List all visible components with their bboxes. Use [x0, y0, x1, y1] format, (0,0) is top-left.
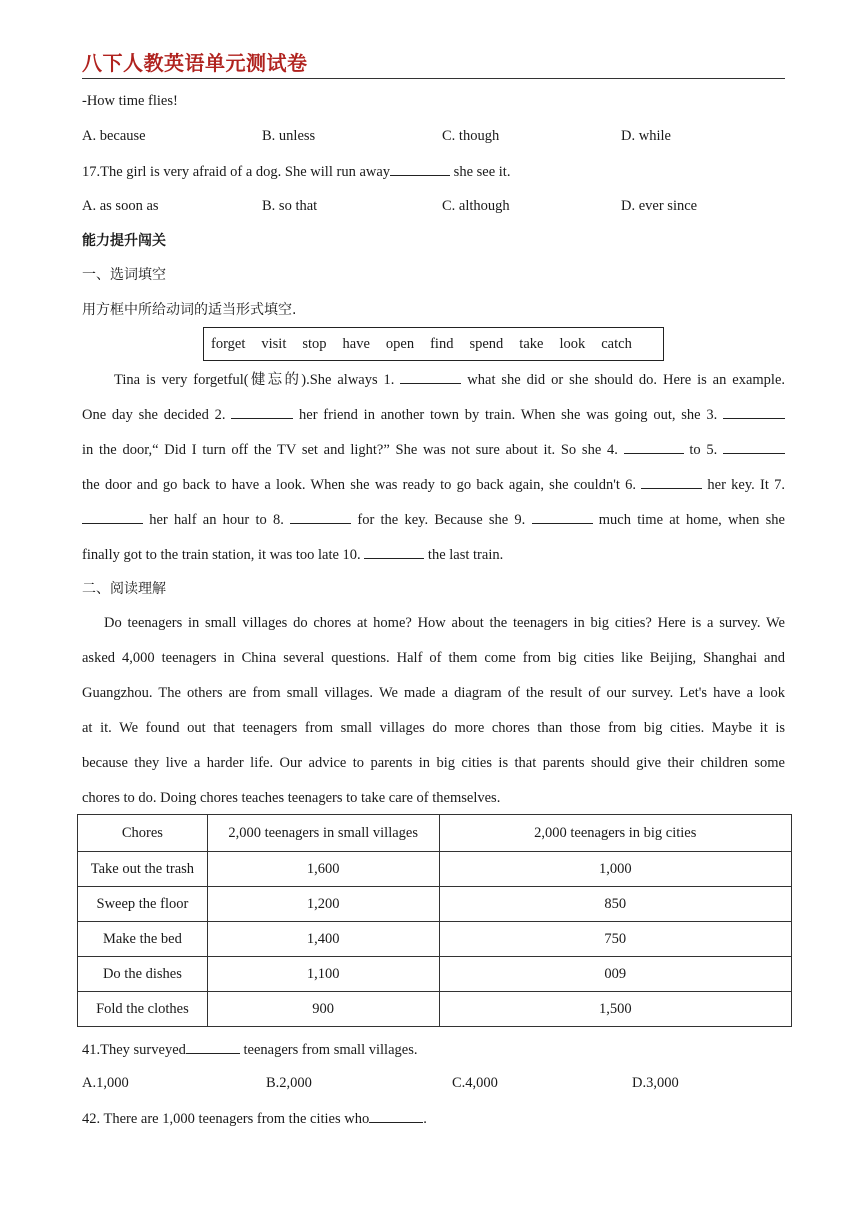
word-item: visit: [261, 335, 287, 352]
word-item: have: [342, 335, 370, 352]
q41-option-b: B.2,000: [266, 1075, 312, 1091]
q42-stem: [82, 1108, 427, 1129]
q17-stem: [82, 161, 510, 182]
table-cell: Sweep the floor: [78, 887, 208, 922]
cloze-row: the door and go back to have a look. When she was ready to go back again, she couldn't 6. her key. It 7.: [82, 468, 785, 503]
q42-stem-b: .: [423, 1111, 427, 1127]
q16-tail: -How time flies!: [82, 93, 178, 109]
q41-option-d: D.3,000: [632, 1075, 679, 1091]
q16-option-b: B. unless: [262, 128, 316, 144]
q41-blank: [186, 1039, 240, 1054]
page-title: 八下人教英语单元测试卷: [82, 51, 308, 75]
cloze-blank-1: [400, 369, 461, 384]
q41-stem-a: 41.They surveyed: [82, 1042, 186, 1058]
header-rule: [82, 78, 785, 79]
q17-stem-a: 17.The girl is very afraid of a dog. She will run away: [82, 164, 391, 180]
word-box: [203, 327, 664, 361]
word-item: stop: [302, 335, 327, 352]
cloze-row: her half an hour to 8. for the key. Because she 9. much time at home, when she: [82, 503, 785, 538]
table-header: 2,000 teenagers in big cities: [439, 815, 792, 852]
q17-blank: [390, 161, 450, 176]
cloze-passage: [82, 363, 785, 573]
table-cell: 1,000: [439, 852, 792, 887]
page-header: [82, 50, 785, 79]
part2-heading: 二、阅读理解: [82, 581, 166, 597]
table-header: 2,000 teenagers in small villages: [207, 815, 439, 852]
word-item: forget: [211, 335, 246, 352]
q17-option-b: B. so that: [262, 198, 318, 214]
part1-heading: 一、选词填空: [82, 267, 166, 283]
q16-option-d: D. while: [621, 128, 671, 144]
cloze-blank-5: [723, 439, 785, 454]
table-cell: 009: [439, 957, 792, 992]
table-cell: 900: [207, 992, 439, 1027]
cloze-blank-2: [231, 404, 293, 419]
table-row: [78, 957, 792, 992]
reading-passage: [82, 606, 785, 816]
table-cell: 1,500: [439, 992, 792, 1027]
table-cell: Do the dishes: [78, 957, 208, 992]
cloze-blank-9: [532, 509, 593, 524]
cloze-blank-8: [290, 509, 351, 524]
q17-option-c: C. although: [442, 198, 510, 214]
word-item: find: [430, 335, 454, 352]
q16-option-c: C. though: [442, 128, 500, 144]
cloze-blank-10: [364, 544, 424, 559]
q16-option-a: A. because: [82, 128, 146, 144]
q41-option-c: C.4,000: [452, 1075, 498, 1091]
q42-blank: [369, 1108, 423, 1123]
chores-table: [77, 814, 792, 1027]
word-item: look: [559, 335, 586, 352]
q17-option-a: A. as soon as: [82, 198, 159, 214]
cloze-blank-4: [624, 439, 684, 454]
q41-stem-b: teenagers from small villages.: [239, 1042, 418, 1058]
word-item: catch: [601, 335, 632, 352]
table-cell: Make the bed: [78, 922, 208, 957]
table-cell: 1,100: [207, 957, 439, 992]
cloze-blank-3: [723, 404, 785, 419]
table-cell: Fold the clothes: [78, 992, 208, 1027]
word-item: take: [519, 335, 544, 352]
cloze-row: in the door,“ Did I turn off the TV set and light?” She was not sure about it. So she 4. to 5.: [82, 433, 785, 468]
table-header: Chores: [78, 815, 208, 852]
table-header-row: [78, 815, 792, 852]
table-cell: Take out the trash: [78, 852, 208, 887]
q41-option-a: A.1,000: [82, 1075, 129, 1091]
table-cell: 1,200: [207, 887, 439, 922]
table-row: [78, 922, 792, 957]
reading-row: Do teenagers in small villages do chores at home? How about the teenagers in big cities? Here is a survey. We: [104, 615, 785, 631]
section-ability-heading: 能力提升闯关: [82, 233, 166, 249]
cloze-blank-7: [82, 509, 143, 524]
q42-stem-a: 42. There are 1,000 teenagers from the cities who: [82, 1111, 370, 1127]
word-item: spend: [469, 335, 504, 352]
table-row: [78, 887, 792, 922]
table-row: [78, 992, 792, 1027]
table-cell: 750: [439, 922, 792, 957]
table-row: [78, 852, 792, 887]
word-item: open: [385, 335, 415, 352]
table-cell: 850: [439, 887, 792, 922]
cloze-blank-6: [641, 474, 702, 489]
cloze-row: Tina is very forgetful(健忘的).She always 1. what she did or she should do. Here is an example.: [82, 363, 785, 398]
table-cell: 1,600: [207, 852, 439, 887]
reading-row: chores to do. Doing chores teaches teenagers to take care of themselves.: [82, 790, 501, 806]
part1-instruction: 用方框中所给动词的适当形式填空.: [82, 302, 297, 318]
table-cell: 1,400: [207, 922, 439, 957]
cloze-row: One day she decided 2. her friend in another town by train. When she was going out, she 3.: [82, 398, 785, 433]
reading-row: asked 4,000 teenagers in China several questions. Half of them come from big cities like Beijing, Shanghai and: [82, 650, 785, 666]
reading-row: because they live a harder life. Our advice to parents in big cities is that parents should give their children some: [82, 755, 785, 771]
reading-row: at it. We found out that teenagers from small villages do more chores than those from big cities. Maybe it is: [82, 720, 785, 736]
q17-stem-b: she see it.: [450, 164, 511, 180]
cloze-row: finally got to the train station, it was too late 10. the last train.: [82, 538, 785, 573]
reading-row: Guangzhou. The others are from small villages. We made a diagram of the result of our survey. Let's have a look: [82, 685, 785, 701]
q41-stem: [82, 1039, 417, 1060]
q17-option-d: D. ever since: [621, 198, 698, 214]
